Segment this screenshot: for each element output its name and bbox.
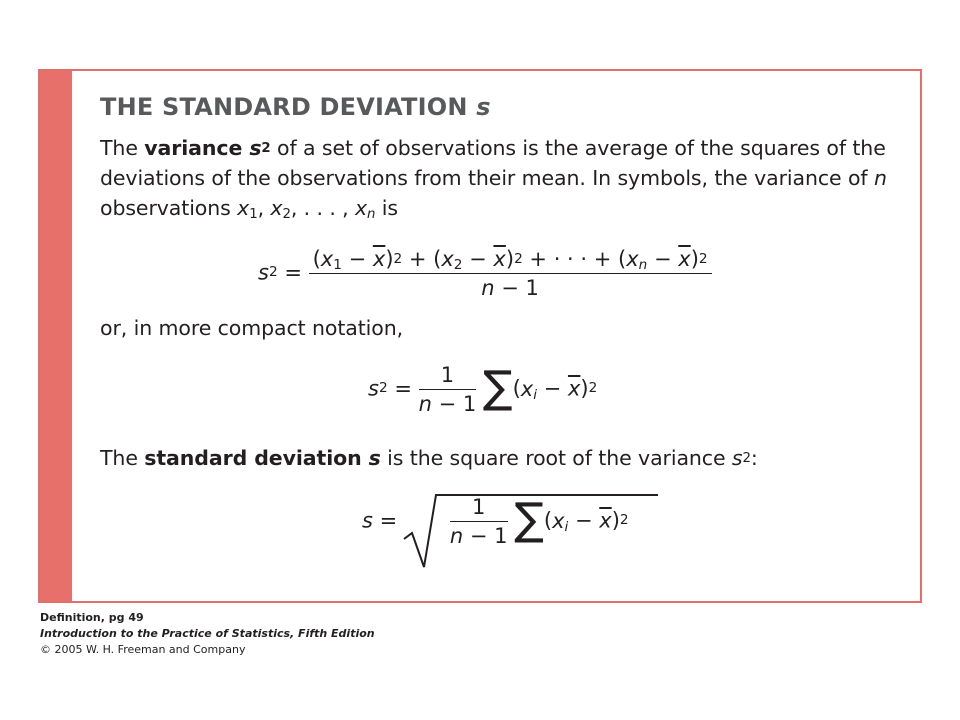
variance-formula: $s^2$ = $\frac{(x_1 - \overline{x})^2 + (x_2 - \overline{x})^2 + \cdot \cdot \cdot + (x_n - \overline{x})^2}{n - 1}$ [258, 247, 712, 300]
std-dev-paragraph: The standard deviation s is the square root of the variance $s^2$: [100, 446, 758, 470]
std-dev-formula: s = $\frac{1}{n - 1}$ $\sum(x_i - \overline{x})^2$ [362, 495, 629, 548]
footer-book-title: Introduction to the Practice of Statistics, Fifth Edition [40, 627, 375, 640]
sum-symbol: ∑ [482, 361, 513, 413]
footer-copyright: © 2005 W. H. Freeman and Company [40, 643, 246, 656]
definition-content [100, 93, 900, 223]
sqrt-fraction: $\frac{1}{n - 1}$ [449, 495, 508, 548]
footer-definition: Definition, pg 49 [40, 611, 144, 624]
sum-symbol-sqrt: ∑ [514, 493, 544, 545]
definition-title: THE STANDARD DEVIATION s [100, 93, 491, 121]
variance-fraction: $\frac{(x_1 - \overline{x})^2 + (x_2 - \overline{x})^2 + \cdot \cdot \cdot + (x_n - \overline{x})^2}{n - 1}$ [309, 247, 712, 300]
compact-notation-text: or, in more compact notation, [100, 316, 404, 340]
source-footer [40, 610, 375, 658]
variance-paragraph: The variance $s^2$ of a set of observations is the average of the squares of the deviations of the observations from their mean. In symbols, the variance of n observations $x_1$, $x_2$, . . . , $x_n$ is [100, 136, 887, 223]
compact-variance-formula: $s^2$ = $\frac{1}{n - 1}$ $\sum(x_i - \overline{x})^2$ [368, 361, 598, 416]
accent-bar [40, 71, 72, 601]
definition-box [38, 69, 922, 603]
one-over-n-minus-1: $\frac{1}{n - 1}$ [418, 363, 477, 416]
